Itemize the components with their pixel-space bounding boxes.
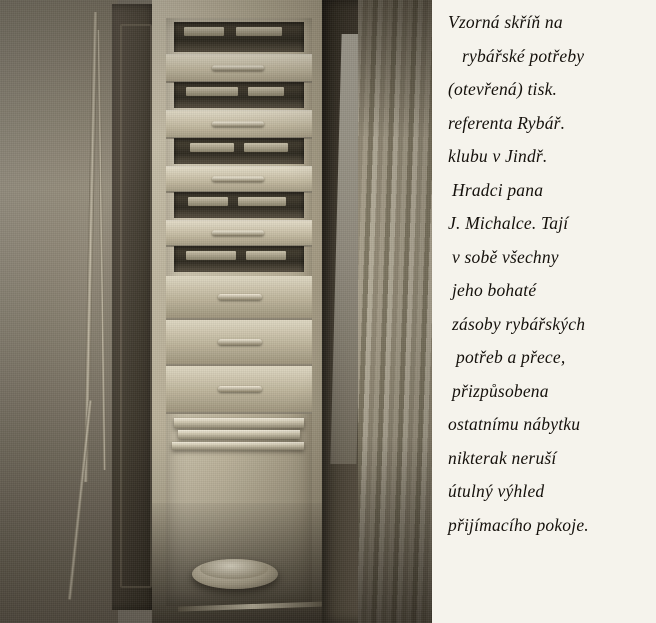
tackle-compartment <box>174 22 304 52</box>
drawer <box>166 54 312 83</box>
caption-line: Vzorná skříň na <box>448 12 563 32</box>
caption-line: jeho bohaté <box>452 280 537 300</box>
drawer-large <box>166 276 312 320</box>
caption-line: potřeb a přece, <box>456 347 566 367</box>
caption-line: zásoby rybářských <box>452 313 586 334</box>
caption-line: přijímacího pokoje. <box>448 514 589 535</box>
drawer-large <box>166 366 312 414</box>
tackle-compartment <box>174 82 304 108</box>
tackle-compartment <box>174 138 304 164</box>
caption-line: nikterak neruší <box>448 447 557 468</box>
drawer <box>166 220 312 247</box>
stacked-papers <box>174 418 304 428</box>
fishing-cabinet <box>152 0 328 623</box>
door-panel-moulding <box>120 24 152 588</box>
caption-line: klubu v Jindř. <box>448 146 548 166</box>
caption-line: útulný výhled <box>448 481 545 501</box>
curtain-shading <box>358 0 432 623</box>
caption-line: přizpůsobena <box>452 380 549 401</box>
caption-column <box>432 0 656 623</box>
stacked-papers <box>178 430 300 439</box>
tackle-compartment <box>174 192 304 218</box>
drawer-large <box>166 320 312 366</box>
caption-line: rybářské potřeby <box>462 45 585 66</box>
bowl-object <box>200 559 268 579</box>
caption-line: (otevřená) tisk. <box>448 79 558 99</box>
caption-line: v sobě všechny <box>452 246 559 267</box>
caption-text <box>448 6 646 542</box>
caption-line: Hradci pana <box>452 179 544 200</box>
caption-line: ostatnímu nábytku <box>448 414 581 434</box>
caption-line: J. Michalce. Tají <box>448 213 569 233</box>
caption-line: referenta Rybář. <box>448 112 566 133</box>
stacked-papers <box>172 442 304 450</box>
drawer <box>166 110 312 139</box>
drawer <box>166 166 312 193</box>
tackle-compartment <box>174 246 304 272</box>
